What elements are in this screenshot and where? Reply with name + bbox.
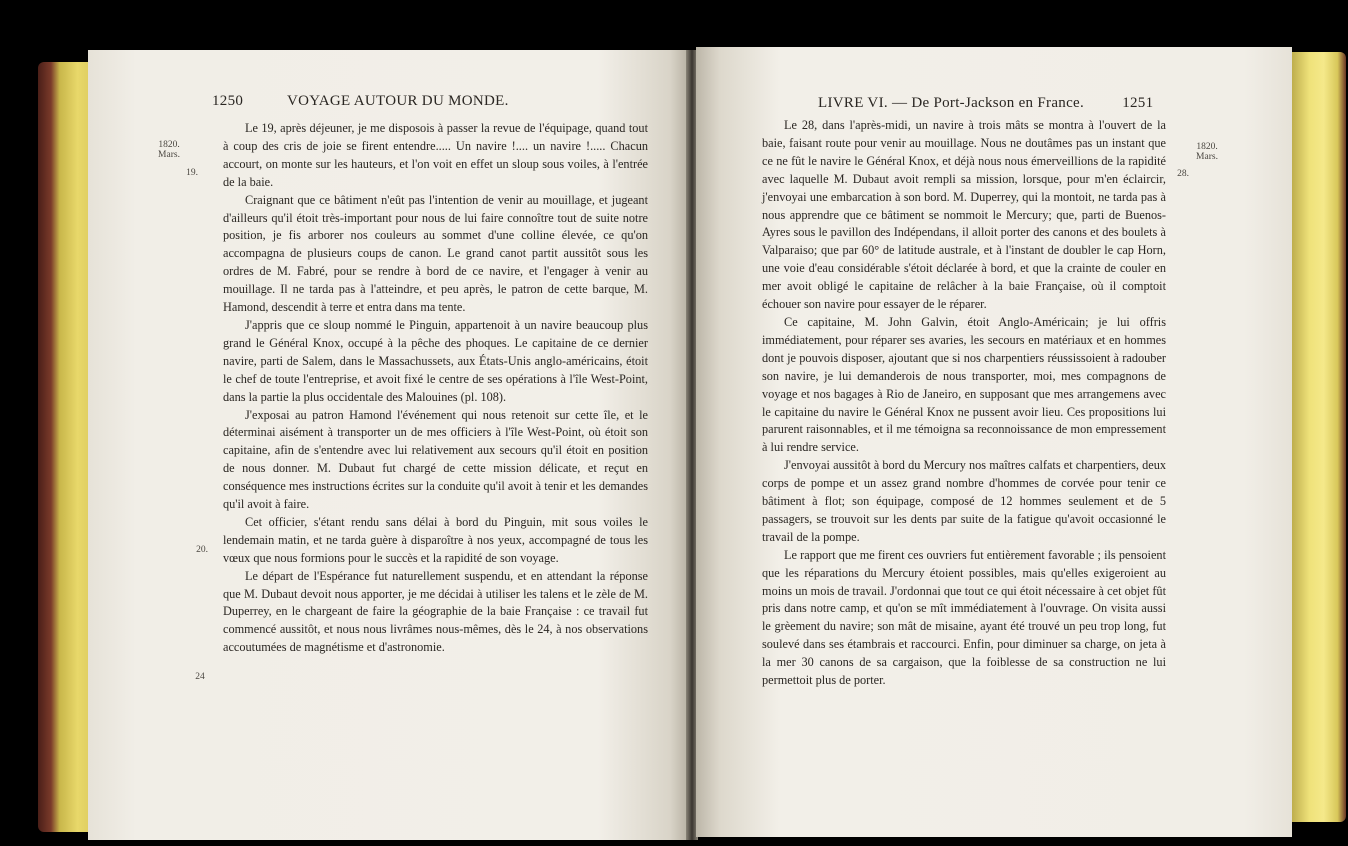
paragraph: Le 28, dans l'après-midi, un navire à trois mâts se montra à l'ouvert de la baie, faisant route pour venir au mouillage. Nous ne doutâmes pas un instant que ce ne fût le navire le Général Knox, et déjà nous nous émerveillions de la rapidité avec laquelle M. Dubaut avoit rempli sa mission, lorsque, pour m'en éclaircir, j'envoyai une embarcation à son bord. M. Duperrey, qui la montoit, ne tarda pas à nous apprendre que ce bâtiment se nommoit le Mercury; que, parti de Buenos-Ayres sous le pavillon des Indépendans, il alloit porter des canons et des boulets à Valparaiso; que par 60° de latitude australe, et à l'instant de doubler le cap Horn, une voie d'eau considérable s'étoit déclarée à bord, et que la crainte de couler en mer avoit obligé le capitaine de relâcher à la baie Française, où il comptoit échouer son navire pour essayer de le réparer. xyxy=(762,118,1166,312)
left-margin-month: Mars. xyxy=(158,150,180,160)
right-running-title: LIVRE VI. — De Port-Jackson en France. xyxy=(818,95,1085,111)
left-running-head xyxy=(212,93,509,110)
left-page xyxy=(88,50,688,840)
right-margin-date xyxy=(1190,142,1224,162)
left-margin-date xyxy=(152,140,186,160)
page-edges-right xyxy=(1290,52,1346,822)
left-body-text xyxy=(223,120,648,657)
paragraph: Le rapport que me firent ces ouvriers fut entièrement favorable ; ils pensoient que les réparations du Mercury étoient possibles, mais qu'elles exigeroient au moins un mois de travail. J'ordonnai que tout ce qui étoit nécessaire à cet objet fût pris dans notre camp, et qu'on se mît immédiatement à l'ouvrage. On visita aussi le grèement du navire; son mât de misaine, ayant été trouvé un peu trop long, fut soulevé dans ses étambrais et raccourci. Enfin, pour diminuer sa charge, on jeta à la mer 30 canons de sa cargaison, que la foiblesse de sa construction ne lui permettoit plus de porter. xyxy=(762,547,1166,688)
left-margin-day-20: 20. xyxy=(196,545,208,555)
left-margin-day-24: 24 xyxy=(195,672,205,682)
right-page xyxy=(696,47,1292,837)
paragraph: Ce capitaine, M. John Galvin, étoit Anglo-Américain; je lui offris immédiatement, pour réparer ses avaries, les secours en matériaux et en hommes dont je pouvois disposer, ajoutant que si nos charpentiers réussissoient à radouber son navire, je lui demanderois de nous transporter, moi, mes compagnons de voyage et nos bagages à Rio de Janeiro, en supposant que mes arrangemens avec le capitaine du navire le Général Knox ne pussent avoir lieu. Ces propositions lui parurent raisonnables, et il me témoigna sa reconnoissance de mon empressement à lui rendre service. xyxy=(762,314,1166,455)
right-margin-day-28: 28. xyxy=(1177,169,1189,179)
paragraph: J'exposai au patron Hamond l'événement qui nous retenoit sur cette île, et le déterminai aisément à transporter un de mes officiers à l'île West-Point, où étoit son capitaine, afin de s'entendre avec lui relativement aux secours qu'il étoit en position de nous donner. M. Dubaut fut chargé de cette mission délicate, et reçut en conséquence mes instructions écrites sur la conduite qu'il avoit à tenir et les demandes qu'il avoit à faire. xyxy=(223,407,648,512)
left-running-title: VOYAGE AUTOUR DU MONDE. xyxy=(287,93,509,109)
right-running-head xyxy=(818,95,1153,112)
right-margin-year: 1820. xyxy=(1196,142,1218,152)
left-page-number: 1250 xyxy=(212,93,244,109)
right-page-number: 1251 xyxy=(1122,95,1154,111)
paragraph: Le départ de l'Espérance fut naturellement suspendu, et en attendant la réponse que M. Dubaut devoit nous apporter, je me décidai à utiliser les talens et le zèle de M. Duperrey, en le chargeant de faire la géographie de la baie Française : ce travail fut commencé aussitôt, et nous nous livrâmes nous-mêmes, dès le 24, à nos observations accoutumées de magnétisme et d'astronomie. xyxy=(223,568,648,655)
book xyxy=(18,22,1348,842)
left-margin-day-19: 19. xyxy=(186,168,198,178)
paragraph: J'appris que ce sloup nommé le Pinguin, appartenoit à un navire beaucoup plus grand le Général Knox, occupé à la pêche des phoques. Le capitaine de ce dernier navire, parti de Salem, dans le Massachussets, aux États-Unis anglo-américains, étoit le chef de toute l'entreprise, et avoit fixé le centre de ses opérations à l'île West-Point, dans la partie la plus occidentale des Malouines (pl. 108). xyxy=(223,317,648,404)
paragraph: Cet officier, s'étant rendu sans délai à bord du Pinguin, mit sous voiles le lendemain matin, et ne tarda guère à disparoître à nos yeux, accompagné de tous les vœux que nous formions pour le succès et la rapidité de son voyage. xyxy=(223,514,648,565)
paragraph: Le 19, après déjeuner, je me disposois à passer la revue de l'équipage, quand tout à coup des cris de joie se firent entendre..... Un navire !.... un navire !..... Chacun accourt, on monte sur les hauteurs, et l'on voit en effet un sloup sous voiles, à l'entrée de la baie. xyxy=(223,121,648,189)
left-margin-year: 1820. xyxy=(158,140,180,150)
right-margin-month: Mars. xyxy=(1196,152,1218,162)
right-body-text xyxy=(762,117,1166,690)
paragraph: J'envoyai aussitôt à bord du Mercury nos maîtres calfats et charpentiers, deux corps de pompe et un assez grand nombre d'hommes de corvée pour tenir ce bâtiment à flot; son équipage, composé de 12 hommes seulement et de 5 passagers, se trouvoit sur les dents par suite de la fatigue qu'avoit occasionné le travail de la pompe. xyxy=(762,458,1166,544)
paragraph: Craignant que ce bâtiment n'eût pas l'intention de venir au mouillage, et jugeant d'ailleurs qu'il étoit très-important pour nous de lui faire connoître tout de suite notre position, je fis arborer nos couleurs au sommet d'une colline élevée, ce qu'on accompagna de plusieurs coups de canon. Le grand canot partit aussitôt sous les ordres de M. Fabré, pour se rendre à bord de ce navire, et l'engager à venir au mouillage. Il ne tarda pas à l'atteindre, et peu après, le patron de cette barque, M. Hamond, descendit à terre et entra dans ma tente. xyxy=(223,192,648,315)
